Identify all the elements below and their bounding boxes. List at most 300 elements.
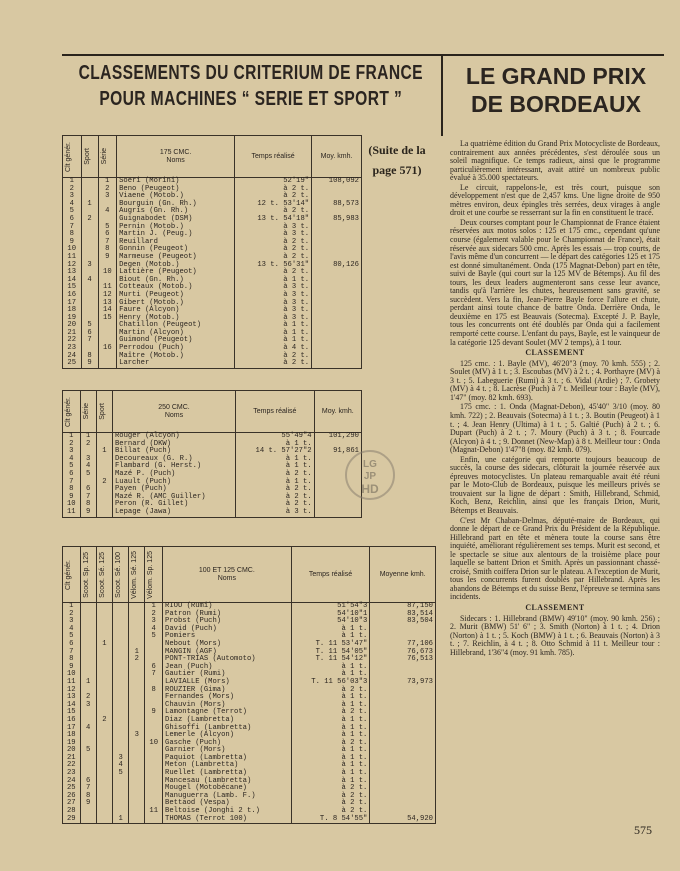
table-cell: 3 [63,448,81,456]
table-cell: 23 [63,770,81,778]
table-cell [129,709,145,717]
table-cell: à 1 t. [291,626,370,634]
table-cell [129,762,145,770]
table-cell: 1 [98,178,117,186]
table-cell: Faure (Alcyon) [117,307,235,315]
table-row [63,725,436,733]
table-cell [113,671,129,679]
table-cell [113,732,129,740]
table-cell: à 1 t. [236,456,315,464]
table-cell: Gasche (Puch) [163,740,292,748]
table-cell: Lattière (Peugeot) [117,269,235,277]
col-noms [163,547,292,603]
table-cell [80,664,96,672]
table-cell [81,307,98,315]
table-cell: Decoureaux (G. R.) [112,456,235,464]
table-cell: à 2 t. [291,800,370,808]
table-cell: 55'49"4 [236,433,315,441]
table-cell [129,747,145,755]
table-cell: Peron (R. Gillet) [112,501,235,509]
watermark-text-2: JP [363,471,377,482]
table-cell: 16 [63,717,81,725]
table-cell: 91,861 [333,447,359,456]
col-label: Série [82,403,90,420]
table-cell: 13 t. 54'18" [235,216,312,224]
table-cell [129,626,145,634]
table-cell [370,694,436,702]
table-cell: 9 [63,239,82,247]
table-cell [113,778,129,786]
table-cell [96,433,112,441]
col-label: Scoot. Sé. 125 [98,551,106,598]
table-cell: 8 [80,501,96,509]
table-cell [370,717,436,725]
table-row [63,433,362,441]
table-cell [96,694,112,702]
table-row [63,694,436,702]
col-clt [63,547,81,603]
table-cell: 4 [98,208,117,216]
table-cell: 2 [80,694,96,702]
table-cell [312,360,362,368]
table-cell: 14 [98,307,117,315]
table-cell [113,611,129,619]
table-cell: 1 [96,641,112,649]
table-cell: 2 [63,186,82,194]
table-cell [312,284,362,292]
table-cell [129,687,145,695]
table-cell: Mazé P. (Puch) [112,471,235,479]
table-cell [129,611,145,619]
table-cell [312,353,362,361]
table-cell: 28 [63,808,81,816]
table-cell: 5 [145,633,163,641]
col-serie [98,136,117,178]
table-cell: T. 11 54'12" [291,656,370,664]
table-row [63,656,436,664]
table-cell [80,603,96,611]
table-cell: à 3 t. [235,231,312,239]
table-cell: 8 [81,353,98,361]
table-row [63,254,362,262]
table-cell [96,816,112,824]
table-cell [370,800,436,808]
table-cell [113,785,129,793]
table-cell: 3 [63,193,82,201]
table-cell [145,649,163,657]
table-cell: à 1 t. [236,479,315,487]
table-cell: Fernandes (Mors) [163,694,292,702]
table-cell: 13 [63,269,82,277]
table-cell [129,808,145,816]
table-cell: à 1 t. [235,322,312,330]
col-sport [96,391,112,433]
table-cell [96,509,112,517]
table-cell [129,770,145,778]
table-row [63,641,436,649]
table-cell [145,755,163,763]
table-cell: Augris (Gn. Rh.) [117,208,235,216]
table-cell: Beno (Peugeot) [117,186,235,194]
table-row [63,671,436,679]
article-title: LE GRAND PRIX DE BORDEAUX [465,63,647,117]
table-cell [113,603,129,611]
table-cell [129,740,145,748]
table-cell: 8 [63,231,82,239]
table-cell: 7 [80,785,96,793]
table-cell [81,186,98,194]
table-cell: 2 [98,186,117,194]
table-cell: Bernard (DKW) [112,441,235,449]
table-row [63,345,362,353]
col-serie [80,391,96,433]
table-cell: 5 [81,322,98,330]
table-cell: Meton (Lambretta) [163,762,292,770]
table-row [63,360,362,368]
table-cell: 6 [80,486,96,494]
table-cell: Martin J. (Peug.) [117,231,235,239]
table-cell [96,649,112,657]
table-cell [145,778,163,786]
results-125: 125 cmc. : 1. Bayle (MV), 46'20"3 (moy. 70 kmh. 555) ; 2. Soulet (MV) à 1 t. ; 3. Escoubas (MV) à 2 t. ; 4. Porthayre (MV) à 3 t. ; 5. Labeguerie (Rumi) à 3 t. ; 6. Vidal (Ardie) ; 7. Grobety (MV) à 4 t. ; 8. Lacrèse (Puch) à 7 t. Meilleur tour : Bayle (MV), 1'47" (moy. 82 kmh. 693). [450,358,660,402]
table-cell: Reuillard [117,239,235,247]
title-divider [441,56,443,136]
table-row [63,456,362,464]
table-cell [96,732,112,740]
table-cell [312,345,362,353]
continued-note: (Suite de la page 571) [368,143,426,177]
col-label: Sport [83,148,91,165]
table-cell: 20 [63,747,81,755]
table-cell: 9 [81,360,98,368]
table-250cc [62,390,362,518]
table-cell: Henry (Motob.) [117,315,235,323]
table-cell: Jean (Puch) [163,664,292,672]
table-cell: 1 [80,679,96,687]
table-cell: 8 [145,687,163,695]
table-cell [312,315,362,323]
table-cell [80,755,96,763]
table-cell [145,725,163,733]
table-cell: Beltoise (Jonghi 2 t.) [163,808,292,816]
table-cell: 6 [63,216,82,224]
table-cell [312,224,362,232]
table-cell: 29 [63,816,81,824]
table-cell: Ruellet (Lambretta) [163,770,292,778]
table-cell [145,641,163,649]
table-cell [96,747,112,755]
col-label: Vélom. Sp. 125 [147,550,155,599]
table-cell: à 1 t. [291,762,370,770]
table-cell [312,231,362,239]
table-row [63,441,362,449]
table-cell: 6 [98,231,117,239]
table-100-125cc [62,546,436,824]
table-cell [80,618,96,626]
table-cell [129,778,145,786]
col-label: Temps réalisé [251,152,295,160]
table-cell: 1 [145,603,163,611]
table-cell: 13 [98,300,117,308]
col-label: Noms [166,156,185,164]
col-noms [112,391,235,433]
table-cell: 5 [98,224,117,232]
table-cell [113,664,129,672]
table-cell [96,456,112,464]
table-cell: 25 [63,785,81,793]
table-cell [129,793,145,801]
table-cell: LAVIALLE (Mors) [163,679,292,687]
table-cell: 73,973 [407,677,433,686]
table-cell: à 2 t. [235,193,312,201]
table-cell: à 2 t. [291,808,370,816]
table-row [63,448,362,456]
table-cell [80,641,96,649]
table-cell: Flambard (G. Herst.) [112,463,235,471]
table-cell [96,603,112,611]
table-cell: 8 [63,486,81,494]
table-cell: Billat (Puch) [112,448,235,456]
table-cell: Cotteaux (Motob.) [117,284,235,292]
table-cell: Lepage (Jawa) [112,509,235,517]
table-cell: à 2 t. [291,793,370,801]
top-rule [62,54,664,56]
table-row [63,494,362,502]
table-cell [98,353,117,361]
table-cell: à 1 t. [291,717,370,725]
table-cell: 12 [98,292,117,300]
table-row [63,509,362,517]
table-cell: 2 [96,717,112,725]
table-cell [81,224,98,232]
table-cell: T. 11 54'05" [291,649,370,657]
table-cell: Nebout (Mors) [163,641,292,649]
col-scoot-sp125 [80,547,96,603]
table-cell: Pomiers [163,633,292,641]
table-cell: 87,150 [407,602,433,610]
table-cell: 19 [63,315,82,323]
table-cell: 6 [63,641,81,649]
table-cell: 17 [63,300,82,308]
table-cell: 10 [63,671,81,679]
col-label: Vélom. Sé. 125 [131,550,139,599]
col-label: Scoot. Sp. 125 [82,551,90,598]
col-scoot-se100 [113,547,129,603]
table-cell: Probst (Puch) [163,618,292,626]
table-cell [129,671,145,679]
table-cell: 14 [63,277,82,285]
table-cell: Maître (Motob.) [117,353,235,361]
table-cell [113,641,129,649]
table-cell: Marmeuse (Peugeot) [117,254,235,262]
table-cell: à 1 t. [291,755,370,763]
col-scoot-se125 [96,547,112,603]
table-cell [370,687,436,695]
watermark-text-1: LG [363,459,377,470]
table-cell: 8 [80,793,96,801]
table-cell: ROUZIER (Gima) [163,687,292,695]
table-cell: à 3 t. [235,284,312,292]
table-cell [81,300,98,308]
table-cell: 76,673 [407,647,433,656]
table-cell: 88,573 [333,199,359,208]
table-cell [81,239,98,247]
table-row [63,740,436,748]
table-cell [113,709,129,717]
table-row [63,626,436,634]
table-cell [129,800,145,808]
table-cell [96,755,112,763]
table-row [63,486,362,494]
table-cell [370,755,436,763]
table-cell: 7 [63,479,81,487]
table-cell: 14 t. 57'27"2 [236,448,315,456]
table-cell: à 3 t. [235,224,312,232]
table-cell: à 1 t. [291,732,370,740]
table-row [63,193,362,201]
table-cell: 6 [80,778,96,786]
table-cell: 11 [63,509,81,517]
table-cell [370,626,436,634]
watermark-text-3: HD [361,482,379,496]
table-cell [81,178,98,186]
table-cell: 10 [63,246,82,254]
col-velom-se125 [129,547,145,603]
table-row [63,687,436,695]
table-cell: 54'10"3 [291,618,370,626]
table-cell [113,687,129,695]
table-cell: Patron (Rumi) [163,611,292,619]
table-cell: à 1 t. [291,694,370,702]
table-cell: 108,092 [328,177,359,185]
table-cell [312,300,362,308]
table-cell: T. 11 53'47" [291,641,370,649]
col-label: Temps réalisé [308,570,353,578]
table-row [63,793,436,801]
table-cell: à 3 t. [235,300,312,308]
table-cell: à 2 t. [236,494,315,502]
table-cell: 3 [145,618,163,626]
table-cell [80,626,96,634]
col-label: Clt génér. [65,396,72,427]
table-cell: 1 [81,201,98,209]
table-cell: 5 [63,463,81,471]
table-cell [370,702,436,710]
table-cell: 17 [63,725,81,733]
col-clt [63,391,81,433]
table-cell [96,785,112,793]
table-row [63,732,436,740]
table-cell [370,747,436,755]
col-sport [81,136,98,178]
table-cell [96,808,112,816]
table-row [63,322,362,330]
table-cell [96,793,112,801]
article-paragraph: La quatrième édition du Grand Prix Motocycliste de Bordeaux, contrairement aux années précédentes, s'est déroulée sous un soleil magnifique. Ce temps radieux, ainsi que le programme particulièrement intéressant, avait attiré un nombreux public évalué à 35.000 spectateurs. [450,139,660,183]
table-cell: 4 [63,626,81,634]
table-cell: 10 [98,269,117,277]
table-cell: à 2 t. [235,186,312,194]
article-paragraph: Deux courses comptant pour le Championnat de France étaient réservées aux motos solos : 125 et 175 cmc., cependant qu'une course (également valable pour le Championnat de France), était réservée aux sidecars 500 cmc. Après les essais — trop courts, de l'avis même d'un concurrent — le départ des catégories 125 et 175 est donné simultanément. Onda (175 Magnat-Debon) part en tête, suivi de Bayle (qui court sur la 125 MV de Bétemps). Au fil des tours, les deux leaders augmenteront sans cesse leur avance, tandis qu'à l'arrière les chutes, heureusement sans gravité, se succèdent. Vers la fin, Jean-Pierre Bayle force l'allure et chute, perdant ainsi toute chance de battre Onda. Derrière Onda, le deuxième en 175 est Beauvais (Sotecma). Excepté J. P. Bayle, tous les concurrents ont été doublés par Onda qui a facilement remporté cette course. L'enfant du pays, Bayle, est le vainqueur de la catégorie 125 devant Soulet (MV 2 temps), à 1 tour. [450,217,660,347]
col-label: Moy. kmh. [320,152,353,160]
table-cell: 13 t. 56'31" [235,262,312,270]
table-cell: 23 [63,345,82,353]
table-cell [81,231,98,239]
col-velom-sp125 [145,547,163,603]
table-cell [96,687,112,695]
section-heading: CLASSEMENT [525,602,585,612]
table-cell: 54,920 [407,814,433,823]
article-body [450,140,660,658]
table-cell [129,755,145,763]
table-cell [312,330,362,338]
table-cell: 7 [63,224,82,232]
col-label: Série [100,148,108,165]
table-cell: 3 [80,702,96,710]
table-cell [370,793,436,801]
results-sidecars: Sidecars : 1. Hillebrand (BMW) 49'10" (moy. 90 kmh. 256) ; 2. Murit (BMW) 51' 6" ; 3. Smith (Norton) à 1 t. ; 4. Drion (Norton) à 1 t. ; 5. Koch (BMW) à 1 t. ; 6. Beauvais (Norton) à 3 t. ; 7. Reichlin, à 4 t. ; 8. Otto Schmid à 11 t. Meilleur tour : Hillebrand, 1'36"4 (moy. 91 kmh. 785). [450,613,660,657]
table-cell: 4 [80,463,96,471]
table-cell [96,702,112,710]
table-row [63,315,362,323]
table-cell [370,762,436,770]
table-row [63,679,436,687]
table-cell: 3 [63,618,81,626]
table-cell [98,330,117,338]
table-cell: 14 [63,702,81,710]
table-cell [312,277,362,285]
table-cell: à 2 t. [235,353,312,361]
table-cell [129,816,145,824]
table-cell: 2 [63,611,81,619]
table-cell: 9 [63,494,81,502]
table-cell: à 1 t. [291,664,370,672]
table-cell [96,501,112,509]
table-cell: à 3 t. [235,292,312,300]
table-cell: 10 [145,740,163,748]
table-cell [129,702,145,710]
table-cell [96,800,112,808]
table-cell [370,709,436,717]
table-cell: 101,290 [328,432,359,440]
table-cell: Mancesau (Lambretta) [163,778,292,786]
table-cell [96,671,112,679]
col-label: Noms [164,411,184,419]
table-cell: 25 [63,360,82,368]
table-cell: à 2 t. [235,208,312,216]
table-cell: Ghisoffi (Lambretta) [163,725,292,733]
table-cell [370,664,436,672]
table-cell [312,292,362,300]
table-cell: 3 [81,262,98,270]
table-cell [129,633,145,641]
table-cell: 1 [63,433,81,441]
table-cell: 2 [145,611,163,619]
table-cell: 2 [129,656,145,664]
col-temps [236,391,315,433]
table-cell: à 2 t. [235,254,312,262]
watermark-logo [340,445,400,515]
table-cell [96,740,112,748]
table-cell: 4 [81,277,98,285]
table-cell [129,618,145,626]
table-cell [96,618,112,626]
table-cell [96,486,112,494]
table-cell [113,694,129,702]
results-175: 175 cmc. : 1. Onda (Magnat-Debon), 45'40" 3/10 (moy. 80 kmh. 722) ; 2. Beauvais (Sotecma) à 1 t. ; 3. Boutin (Peugeot) à 1 t. ; 4. Jean Henry (Ultima) à 1 t. ; 5. Galtié (Puch) à 2 t. ; 6. Dupart (Puch) à 2 t. ; 7. Moury (Puch) à 3 t. ; 8. Fourcade (Alcyon) à 4 t. ; 9. Donnet (New-Map) à 8 t. Meilleur tour : Onda (Magnat-Debon) 1'47"8 (moy. 82 kmh. 079). [450,402,660,455]
table-cell: à 1 t. [291,633,370,641]
table-cell: 5 [63,208,82,216]
